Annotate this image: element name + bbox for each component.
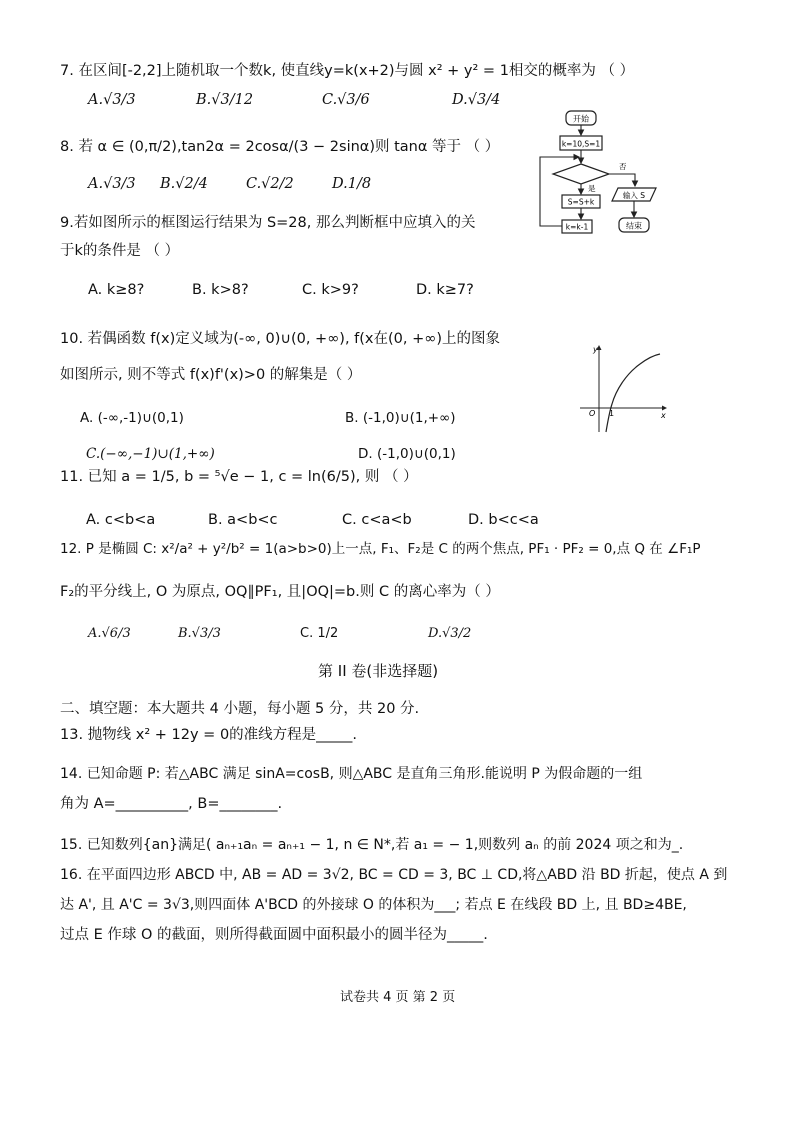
q9-option-d: D. k≥7? xyxy=(416,282,474,298)
q12-stem-line2: F₂的平分线上, O 为原点, OQ∥PF₁, 且|OQ|=b.则 C 的离心率为（ ） xyxy=(60,584,500,600)
q16-stem-line1: 16. 在平面四边形 ABCD 中, AB = AD = 3√2, BC = CD = 3, BC ⊥ CD,将△ABD 沿 BD 折起，使点 A 到 xyxy=(60,867,728,883)
part2-heading: 第 II 卷(非选择题) xyxy=(318,662,439,680)
flowchart-diagram xyxy=(532,108,662,242)
q11-stem: 11. 已知 a = 1/5, b = ⁵√e − 1, c = ln(6/5), 则 （ ） xyxy=(60,469,418,485)
flow-sum-text: S=S+k xyxy=(567,197,595,207)
function-curve xyxy=(606,354,660,432)
q8-stem: 8. 若 α ∈ (0,π/2),tan2α = 2cosα/(3 − 2sinα)则 tanα 等于 （ ） xyxy=(60,139,500,155)
q9-option-b: B. k>8? xyxy=(192,282,249,298)
q8-option-d: D.1/8 xyxy=(332,176,372,192)
flow-init-text: k=10,S=1 xyxy=(561,139,601,149)
q11-option-b: B. a<b<c xyxy=(208,512,278,528)
q10-stem-line2: 如图所示, 则不等式 f(x)f'(x)>0 的解集是（ ） xyxy=(60,367,362,383)
x-axis-label: x xyxy=(661,411,666,420)
q9-stem-line1: 9.若如图所示的框图运行结果为 S=28, 那么判断框中应填入的关 xyxy=(60,215,476,231)
q12-stem-line1: 12. P 是椭圆 C: x²/a² + y²/b² = 1(a>b>0)上一点, F₁、F₂是 C 的两个焦点, PF₁ · PF₂ = 0,点 Q 在 ∠F₁P xyxy=(60,541,701,557)
q10-option-c: C.(−∞,−1)∪(1,+∞) xyxy=(86,446,215,462)
flow-start-text: 开始 xyxy=(573,114,589,124)
q10-option-d: D. (-1,0)∪(0,1) xyxy=(358,446,456,462)
flow-yes-label: 是 xyxy=(588,184,596,193)
flow-no-label: 否 xyxy=(619,162,627,171)
q8-option-c: C.√2/2 xyxy=(246,176,294,192)
flow-decrement-text: k=k-1 xyxy=(565,222,589,232)
q13-stem: 13. 抛物线 x² + 12y = 0的准线方程是_____. xyxy=(60,727,358,743)
q16-stem-line2: 达 A', 且 A'C = 3√3,则四面体 A'BCD 的外接球 O 的体积为___; 若点 E 在线段 BD 上, 且 BD≥4BE, xyxy=(60,897,687,913)
flow-decision-diamond xyxy=(553,164,609,184)
q8-option-a: A.√3/3 xyxy=(88,176,136,192)
q11-option-d: D. b<c<a xyxy=(468,512,539,528)
section2-heading: 二、填空题：本大题共 4 小题，每小题 5 分，共 20 分. xyxy=(60,701,420,717)
q14-stem-line2: 角为 A=__________, B=________. xyxy=(60,796,283,812)
q9-stem-line2: 于k的条件是 （ ） xyxy=(60,243,180,259)
q7-option-c: C.√3/6 xyxy=(322,92,370,108)
q14-stem-line1: 14. 已知命题 P: 若△ABC 满足 sinA=cosB, 则△ABC 是直角三角形.能说明 P 为假命题的一组 xyxy=(60,766,643,782)
q15-stem: 15. 已知数列{an}满足( aₙ₊₁aₙ = aₙ₊₁ − 1, n ∈ N*,若 a₁ = − 1,则数列 aₙ 的前 2024 项之和为_. xyxy=(60,837,684,853)
q8-option-b: B.√2/4 xyxy=(160,176,208,192)
q11-option-a: A. c<b<a xyxy=(86,512,156,528)
function-graph xyxy=(578,340,670,436)
q10-option-b: B. (-1,0)∪(1,+∞) xyxy=(345,410,456,426)
page-footer: 试卷共 4 页 第 2 页 xyxy=(340,990,456,1005)
tick-label-one: 1 xyxy=(609,409,615,418)
q7-option-b: B.√3/12 xyxy=(196,92,254,108)
q10-option-a: A. (-∞,-1)∪(0,1) xyxy=(80,410,184,426)
q12-option-b: B.√3/3 xyxy=(178,626,221,641)
q11-option-c: C. c<a<b xyxy=(342,512,412,528)
flow-output-text: 输入 S xyxy=(622,191,646,200)
q12-option-c: C. 1/2 xyxy=(300,626,339,641)
flow-end-text: 结束 xyxy=(626,221,642,231)
q9-option-a: A. k≥8? xyxy=(88,282,145,298)
y-axis-label: y xyxy=(593,345,598,354)
origin-label: O xyxy=(589,409,596,418)
q7-stem: 7. 在区间[-2,2]上随机取一个数k, 使直线y=k(x+2)与圆 x² + y² = 1相交的概率为 （ ） xyxy=(60,63,635,79)
q7-option-a: A.√3/3 xyxy=(88,92,136,108)
q10-stem-line1: 10. 若偶函数 f(x)定义域为(-∞, 0)∪(0, +∞), f(x在(0, +∞)上的图象 xyxy=(60,331,500,347)
q7-option-d: D.√3/4 xyxy=(452,92,501,108)
q12-option-d: D.√3/2 xyxy=(428,626,472,641)
q9-option-c: C. k>9? xyxy=(302,282,359,298)
q12-option-a: A.√6/3 xyxy=(88,626,131,641)
q16-stem-line3: 过点 E 作球 O 的截面，则所得截面圆中面积最小的圆半径为_____. xyxy=(60,927,488,943)
